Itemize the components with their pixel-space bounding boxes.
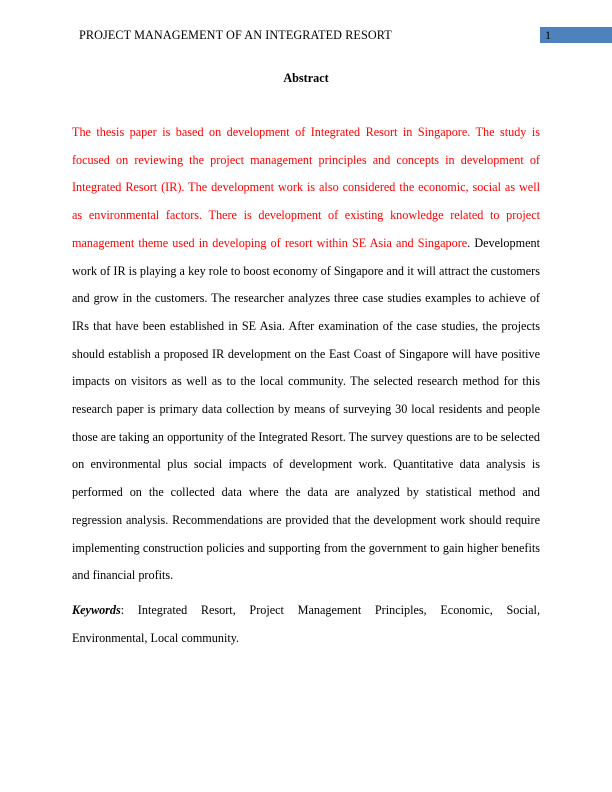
running-header: PROJECT MANAGEMENT OF AN INTEGRATED RESORT xyxy=(79,28,392,42)
page-number: 1 xyxy=(540,27,612,43)
abstract-body-text: . Development work of IR is playing a key role to boost economy of Singapore and it will attract the customers and grow in the customers. The researcher analyzes three case studies examples to achieve of IRs that have been established in SE Asia. After examination of the case studies, the projects should establish a proposed IR development on the East Coast of Singapore will have positive impacts on visitors as well as to the local community. The selected research method for this research paper is primary data collection by means of surveying 30 local residents and people those are taking an opportunity of the Integrated Resort. The survey questions are to be selected on environmental plus social impacts of development work. Quantitative data analysis is performed on the collected data where the data are analyzed by statistical method and regression analysis. Recommendations are provided that the development work should require implementing construction policies and supporting from the government to gain higher benefits and financial profits. xyxy=(72,235,540,583)
abstract-paragraph xyxy=(72,119,540,590)
keywords-label: Keywords xyxy=(72,603,121,617)
abstract-heading: Abstract xyxy=(283,71,329,85)
keywords-text: : Integrated Resort, Project Management Principles, Economic, Social, Environmental, Local community. xyxy=(72,603,540,645)
keywords-paragraph xyxy=(72,597,540,652)
highlighted-text: The thesis paper is based on development of Integrated Resort in Singapore. The study is focused on reviewing the project management principles and concepts in development of Integrated Resort (IR). The development work is also considered the economic, social as well as environmental factors. There is development of existing knowledge related to project management theme used in developing of resort within SE Asia and Singapore xyxy=(72,125,540,250)
